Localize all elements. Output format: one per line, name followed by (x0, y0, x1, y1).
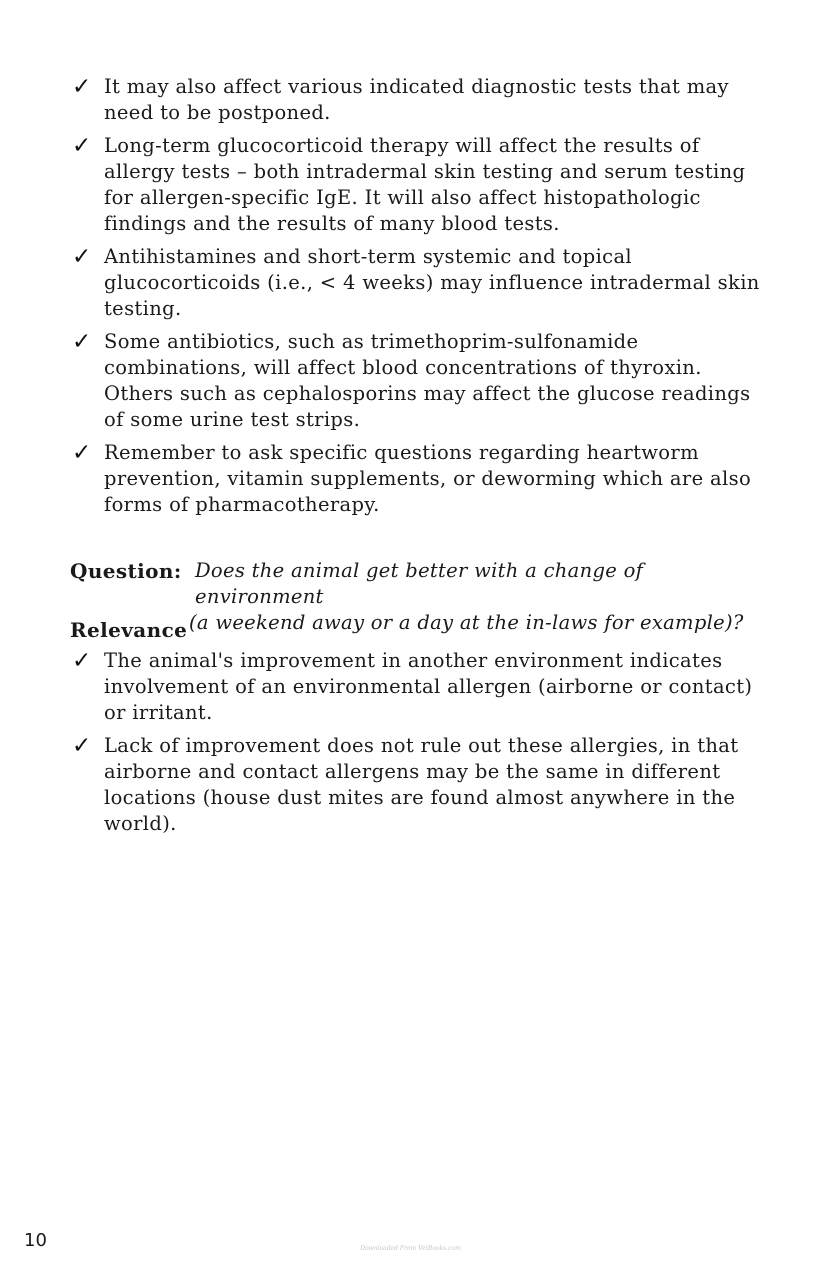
check-mark-icon: ✓ (72, 648, 92, 674)
list-item-text: Antihistamines and short-term systemic and topical glucocorticoids (i.e., < 4 weeks) may influence intradermal skin testing. (104, 245, 760, 320)
check-mark-icon: ✓ (72, 244, 92, 270)
check-mark-icon: ✓ (72, 733, 92, 759)
question-line-1: Does the animal get better with a change of environment (195, 559, 644, 608)
relevance-heading: Relevance (70, 618, 188, 642)
question-line-2: (a weekend away or a day at the in-laws for example)? (189, 611, 744, 634)
list-item-text: Remember to ask specific questions regarding heartworm prevention, vitamin supplements, or deworming which are also forms of pharmacotherapy. (104, 441, 752, 516)
page-number: 10 (24, 1230, 47, 1251)
list-item-text: It may also affect various indicated diagnostic tests that may need to be postponed. (104, 75, 729, 124)
watermark: Downloaded From VetBooks.com (360, 1245, 461, 1252)
list-item (70, 648, 760, 726)
list-item-text: Lack of improvement does not rule out these allergies, in that airborne and contact allergens may be the same in different locations (house dust mites are found almost anywhere in the world). (104, 734, 739, 835)
list-item (70, 440, 760, 518)
list-item (70, 133, 760, 237)
list-item-text: Long-term glucocorticoid therapy will affect the results of allergy tests – both intradermal skin testing and serum testing for allergen-specific IgE. It will also affect histopathologic findings and the results of many blood tests. (104, 134, 746, 235)
list-item (70, 74, 760, 126)
check-mark-icon: ✓ (72, 440, 92, 466)
list-item (70, 733, 760, 837)
question-text (189, 558, 769, 636)
therapy-effects-list (70, 74, 760, 525)
question-label: Question: (70, 559, 182, 583)
check-mark-icon: ✓ (72, 329, 92, 355)
check-mark-icon: ✓ (72, 133, 92, 159)
list-item (70, 244, 760, 322)
list-item (70, 329, 760, 433)
list-item-text: The animal's improvement in another environment indicates involvement of an environmental allergen (airborne or contact) or irritant. (104, 649, 753, 724)
list-item-text: Some antibiotics, such as trimethoprim-sulfonamide combinations, will affect blood concentrations of thyroxin. Others such as cephalosporins may affect the glucose readings of some urine test strips. (104, 330, 751, 431)
relevance-list (70, 648, 760, 844)
check-mark-icon: ✓ (72, 74, 92, 100)
